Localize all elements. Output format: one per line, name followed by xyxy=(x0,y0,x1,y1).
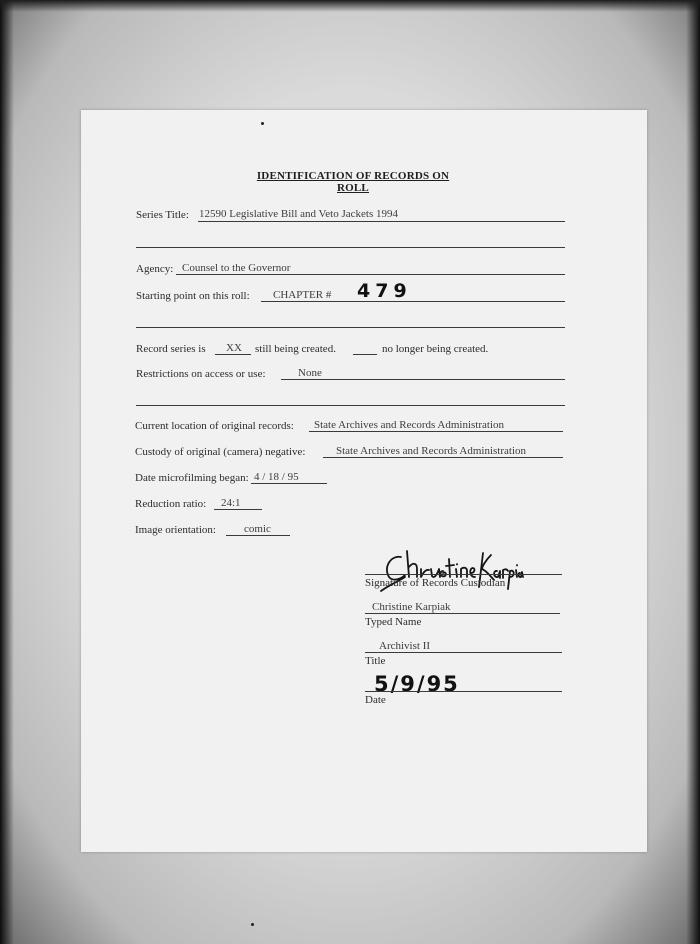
no-longer-created-line xyxy=(353,354,377,355)
starting-point-line-2 xyxy=(136,327,565,328)
signature-line xyxy=(365,574,562,575)
agency-value: Counsel to the Governor xyxy=(182,262,291,274)
typed-name-value: Christine Karpiak xyxy=(372,601,451,613)
restrictions-label: Restrictions on access or use: xyxy=(136,368,266,380)
date-handwritten: 5/9/95 xyxy=(374,672,460,696)
series-title-label: Series Title: xyxy=(136,209,189,221)
starting-point-value: CHAPTER # xyxy=(273,289,332,301)
speck-mark xyxy=(251,923,254,926)
title-field-label: Title xyxy=(365,655,386,667)
title-field-value: Archivist II xyxy=(379,640,431,652)
date-label: Date xyxy=(365,694,386,706)
chapter-number-handwritten: 479 xyxy=(357,280,412,302)
custody-value: State Archives and Records Administration xyxy=(336,445,527,457)
date-line xyxy=(365,691,562,692)
date-began-value: 4 / 18 / 95 xyxy=(254,471,299,483)
orientation-label: Image orientation: xyxy=(135,524,216,536)
typed-name-label: Typed Name xyxy=(365,616,422,628)
agency-label: Agency: xyxy=(136,263,174,275)
current-location-value: State Archives and Records Administration xyxy=(314,419,505,431)
series-title-line-2 xyxy=(136,247,565,248)
restrictions-line-2 xyxy=(136,405,565,406)
restrictions-line xyxy=(281,379,565,380)
form-page xyxy=(81,110,647,852)
reduction-label: Reduction ratio: xyxy=(135,498,207,510)
restrictions-value: None xyxy=(298,367,322,379)
film-edge-left xyxy=(0,0,14,944)
no-longer-created-label: no longer being created. xyxy=(382,343,489,355)
orientation-value: comic xyxy=(244,523,271,535)
starting-point-label: Starting point on this roll: xyxy=(136,290,250,302)
series-title-value: 12590 Legislative Bill and Veto Jackets 1994 xyxy=(199,208,398,220)
speck-mark xyxy=(261,122,264,125)
form-title: IDENTIFICATION OF RECORDS ON ROLL xyxy=(256,170,450,194)
film-edge-top xyxy=(0,0,700,12)
series-title-line xyxy=(198,221,565,222)
current-location-label: Current location of original records: xyxy=(135,420,294,432)
still-being-created-label: still being created. xyxy=(255,343,336,355)
reduction-value: 24:1 xyxy=(221,497,241,509)
film-edge-right xyxy=(686,0,700,944)
date-began-label: Date microfilming began: xyxy=(135,472,249,484)
custody-label: Custody of original (camera) negative: xyxy=(135,446,306,458)
record-series-label: Record series is xyxy=(136,343,206,355)
signature-label: Signature of Records Custodian xyxy=(365,577,506,589)
still-being-created-mark: XX xyxy=(226,342,242,354)
